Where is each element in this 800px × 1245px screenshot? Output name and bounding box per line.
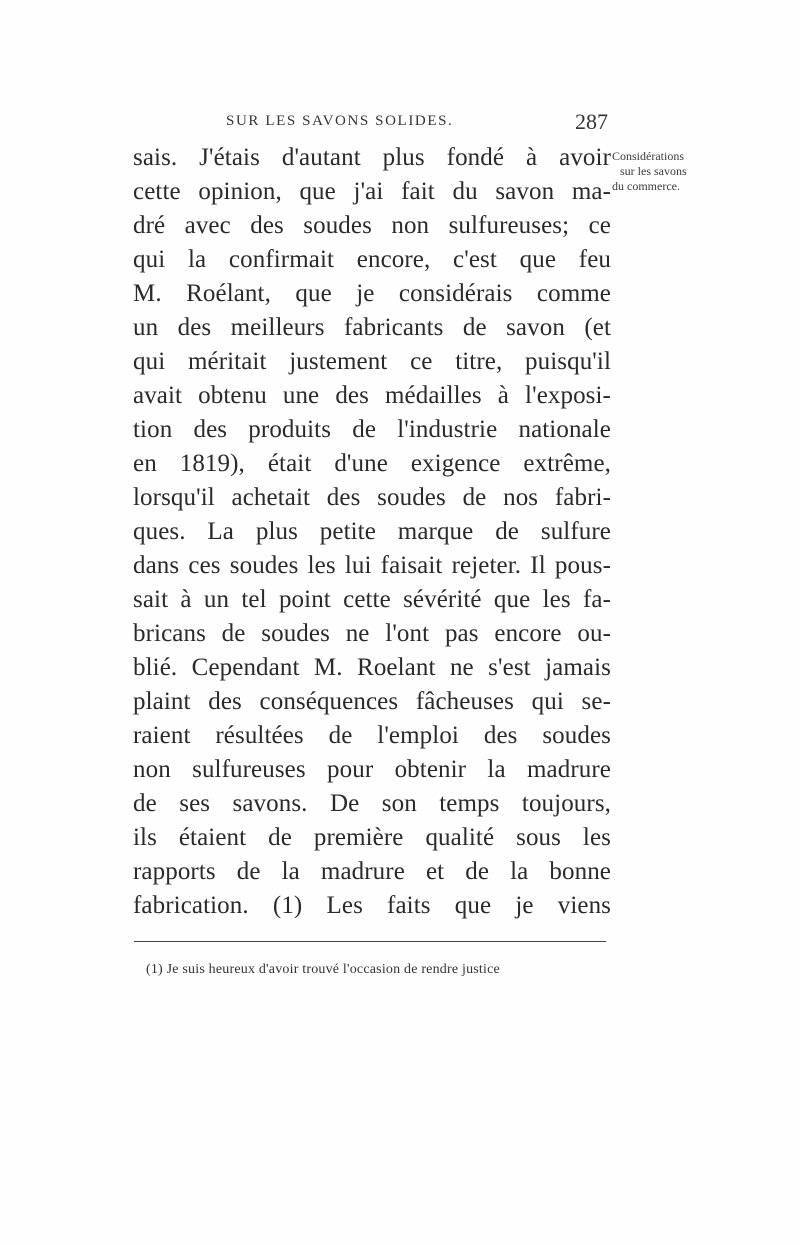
text-line: ils étaient de première qualité sous les [133, 824, 611, 851]
text-line: sait à un tel point cette sévérité que les fa- [133, 586, 611, 613]
text-line: blié. Cependant M. Roelant ne s'est jamais [133, 654, 611, 681]
text-line: avait obtenu une des médailles à l'exposi- [133, 382, 611, 409]
footnote: (1) Je suis heureux d'avoir trouvé l'occasion de rendre justice [146, 962, 500, 977]
text-line: rapports de la madrure et de la bonne [133, 858, 611, 885]
text-line: cette opinion, que j'ai fait du savon ma- [133, 178, 611, 205]
text-line: plaint des conséquences fâcheuses qui se- [133, 688, 611, 715]
text-line: fabrication. (1) Les faits que je viens [133, 892, 611, 919]
margin-note-line: du commerce. [612, 179, 680, 193]
text-line: non sulfureuses pour obtenir la madrure [133, 756, 611, 783]
footnote-rule [134, 941, 606, 942]
page-number: 287 [575, 109, 608, 134]
text-line: de ses savons. De son temps toujours, [133, 790, 611, 817]
running-head [226, 111, 610, 137]
text-line: raient résultées de l'emploi des soudes [133, 722, 611, 749]
text-line: tion des produits de l'industrie nationale [133, 416, 611, 443]
running-title: SUR LES SAVONS SOLIDES. [226, 113, 454, 129]
text-line: bricans de soudes ne l'ont pas encore ou- [133, 620, 611, 647]
text-line: qui méritait justement ce titre, puisqu'il [133, 348, 611, 375]
text-line: dans ces soudes les lui faisait rejeter. Il pous- [133, 552, 611, 579]
margin-note-line: Considérations [612, 149, 684, 163]
margin-note-line: sur les savons [620, 164, 687, 178]
text-line: un des meilleurs fabricants de savon (et [133, 314, 611, 341]
text-line: en 1819), était d'une exigence extrême, [133, 450, 611, 477]
text-line: lorsqu'il achetait des soudes de nos fabri- [133, 484, 611, 511]
text-line: ques. La plus petite marque de sulfure [133, 518, 611, 545]
text-line: sais. J'étais d'autant plus fondé à avoir [133, 144, 611, 171]
text-line: qui la confirmait encore, c'est que feu [133, 246, 611, 273]
margin-note [612, 149, 732, 194]
text-line: M. Roélant, que je considérais comme [133, 280, 611, 307]
body-text [133, 141, 611, 923]
text-line: dré avec des soudes non sulfureuses; ce [133, 212, 611, 239]
